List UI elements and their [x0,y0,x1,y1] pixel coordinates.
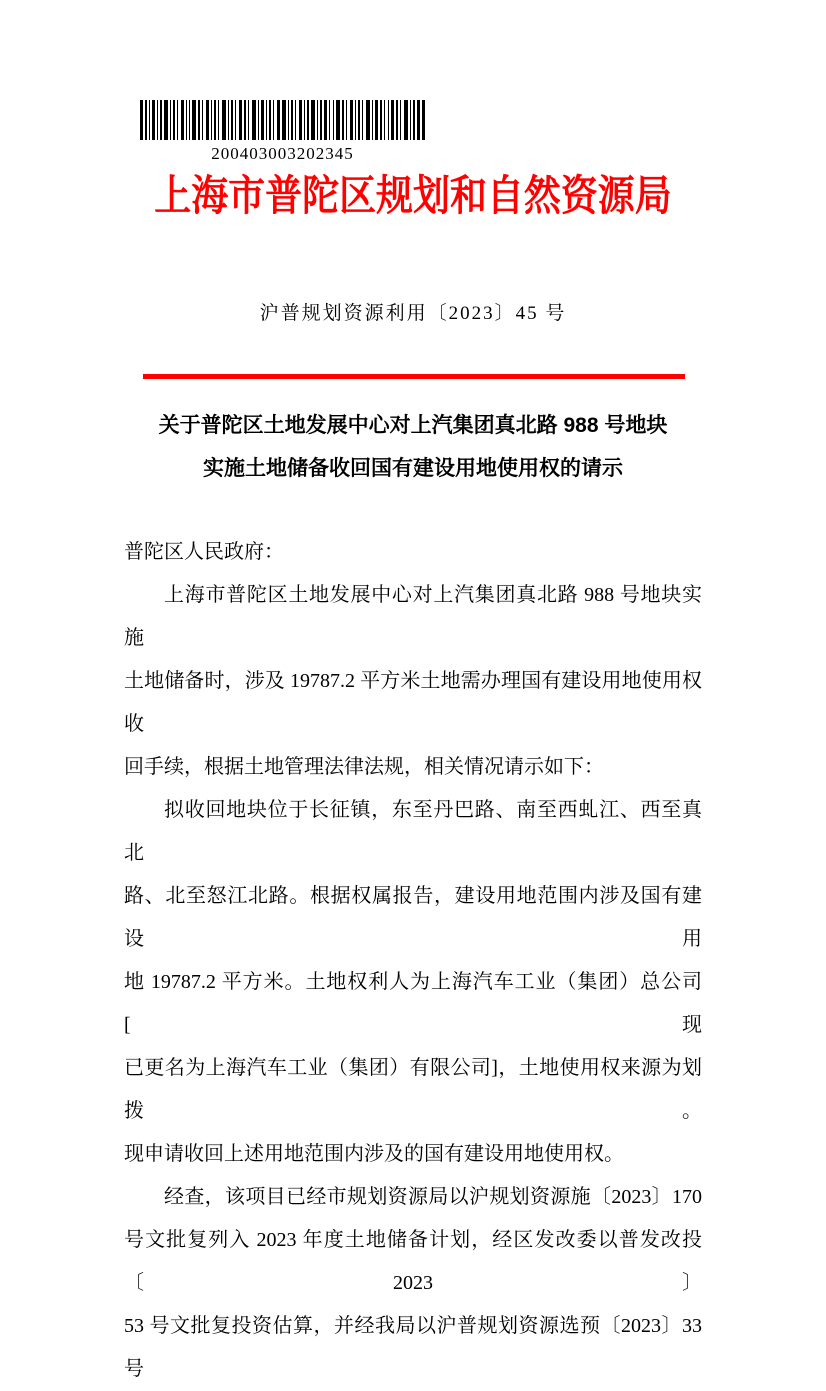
barcode-number: 200403003202345 [211,144,354,163]
body-line: 已更名为上海汽车工业（集团）有限公司]，土地使用权来源为划拨。 [124,1057,702,1122]
body-line: 现申请收回上述用地范围内涉及的国有建设用地使用权。 [124,1143,624,1165]
body-line: 拟收回地块位于长征镇，东至丹巴路、南至西虬江、西至真北 [124,799,702,864]
body-line: 路、北至怒江北路。根据权属报告，建设用地范围内涉及国有建设用 [124,885,702,950]
document-number: 沪普规划资源利用〔2023〕45 号 [259,303,567,324]
body-line: 上海市普陀区土地发展中心对上汽集团真北路 988 号地块实施 [124,584,702,649]
body-line: 土地储备时，涉及 19787.2 平方米土地需办理国有建设用地使用权收 [124,670,702,735]
barcode-icon [140,100,425,140]
salutation: 普陀区人民政府： [124,541,284,563]
document-body [124,531,702,1391]
barcode-block [140,100,425,164]
body-line: 53 号文批复投资估算，并经我局以沪普规划资源选预〔2023〕33 号 [124,1315,702,1380]
document-title-line-2: 实施土地储备收回国有建设用地使用权的请示 [203,457,623,480]
body-line: 地 19787.2 平方米。土地权利人为上海汽车工业（集团）总公司[现 [124,971,702,1036]
red-divider-line [143,374,685,379]
agency-name: 上海市普陀区规划和自然资源局 [154,174,672,220]
document-title [0,404,826,490]
body-line: 号文批复列入 2023 年度土地储备计划，经区发改委以普发改投〔2023〕 [124,1229,702,1294]
body-line: 经查，该项目已经市规划资源局以沪规划资源施〔2023〕170 [164,1186,702,1208]
body-line: 回手续，根据土地管理法律法规，相关情况请示如下： [124,756,604,778]
document-title-line-1: 关于普陀区土地发展中心对上汽集团真北路 988 号地块 [158,414,668,437]
